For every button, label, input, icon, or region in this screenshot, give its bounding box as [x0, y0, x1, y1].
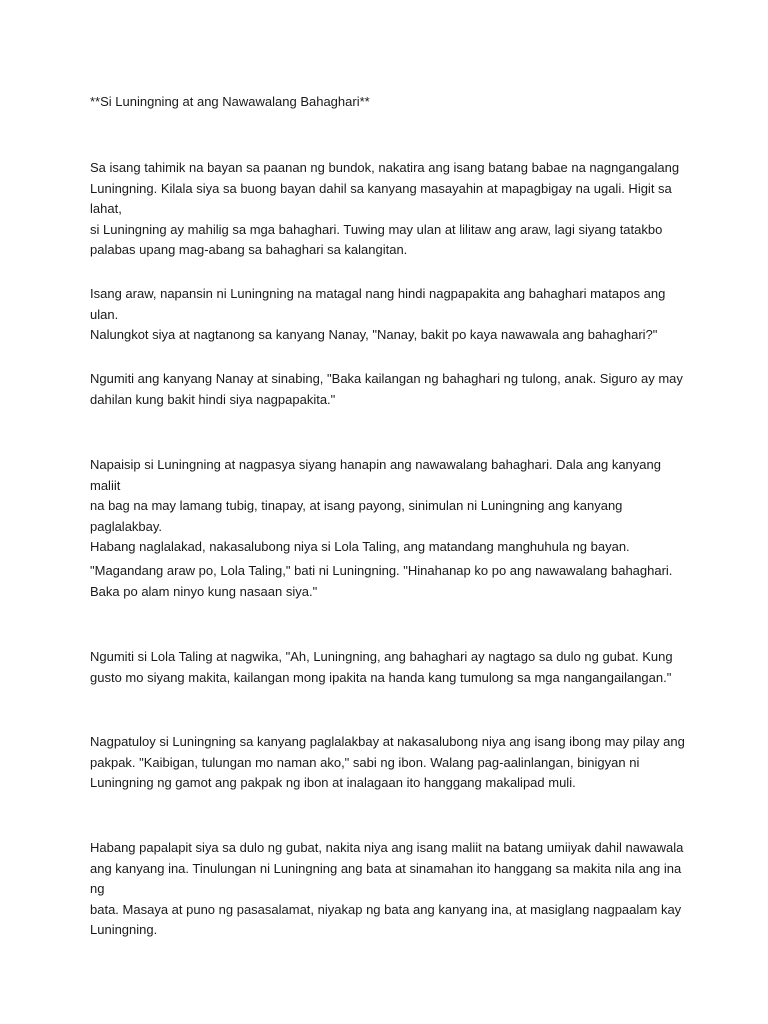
paragraph-1: Sa isang tahimik na bayan sa paanan ng bundok, nakatira ang isang batang babae na nagngangalang Luningning. Kilala siya sa buong bayan dahil sa kanyang masayahin at mapagbigay na ugali. Higit sa lahat, si Luningning ay mahilig sa mga bahaghari. Tuwing may ulan at lilitaw ang araw, lagi siyang tatakbo palabas upang mag-abang sa bahaghari sa kalangitan.: [90, 160, 680, 257]
paragraph-6: Ngumiti si Lola Taling at nagwika, "Ah, Luningning, ang bahaghari ay nagtago sa dulo ng gubat. Kung gusto mo siyang makita, kailangan mong ipakita na handa kang tumulong sa mga nangangailangan.": [90, 649, 673, 685]
paragraph-8: Habang papalapit siya sa dulo ng gubat, nakita niya ang isang maliit na batang umiiyak dahil nawawala ang kanyang ina. Tinulungan ni Luningning ang bata at sinamahan ito hanggang sa makita nila ang ina ng bata. Masaya at puno ng pasasalamat, niyakap ng bata ang kanyang ina, at masiglang nagpaalam kay Luningning.: [90, 840, 684, 937]
paragraph-5: "Magandang araw po, Lola Taling," bati ni Luningning. "Hinahanap ko po ang nawawalang bahaghari. Baka po alam ninyo kung nasaan siya.": [90, 563, 673, 599]
paragraph-2: Isang araw, napansin ni Luningning na matagal nang hindi nagpapakita ang bahaghari matapos ang ulan. Nalungkot siya at nagtanong sa kanyang Nanay, "Nanay, bakit po kaya nawawala ang bahaghari?": [90, 286, 666, 342]
paragraph-4: Napaisip si Luningning at nagpasya siyang hanapin ang nawawalang bahaghari. Dala ang kanyang maliit na bag na may lamang tubig, tinapay, at isang payong, sinimulan ni Luningning ang kanyang paglalakbay. Habang naglalakad, nakasalubong niya si Lola Taling, ang matandang manghuhula ng bayan.: [90, 457, 661, 554]
paragraph-3: Ngumiti ang kanyang Nanay at sinabing, "Baka kailangan ng bahaghari ng tulong, anak. Siguro ay may dahilan kung bakit hindi siya nagpapakita.": [90, 371, 683, 407]
document-title: **Si Luningning at ang Nawawalang Bahaghari**: [90, 94, 370, 109]
paragraph-7: Nagpatuloy si Luningning sa kanyang paglalakbay at nakasalubong niya ang isang ibong may pilay ang pakpak. "Kaibigan, tulungan mo naman ako," sabi ng ibon. Walang pag-aalinlangan, binigyan ni Luningning ng gamot ang pakpak ng ibon at inalagaan ito hanggang makalipad muli.: [90, 734, 685, 790]
